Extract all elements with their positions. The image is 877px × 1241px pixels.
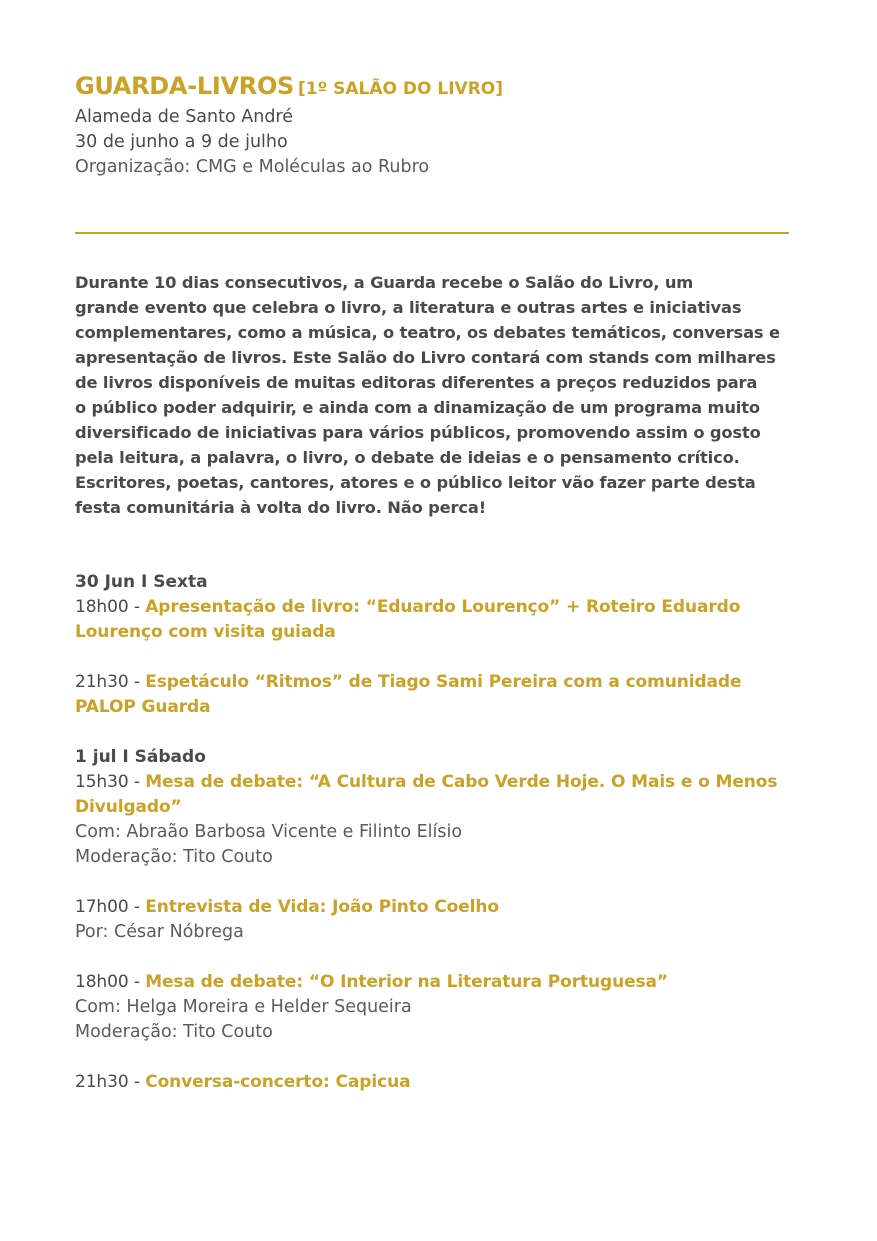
event-title-line [75, 795, 790, 820]
event-location: Alameda de Santo André [75, 107, 294, 127]
event-dates: 30 de junho a 9 de julho [75, 132, 288, 152]
event-time: 21h30 - [75, 672, 146, 692]
event-title: Divulgado” [75, 797, 182, 817]
event-time: 18h00 - [75, 972, 146, 992]
intro-line: Durante 10 dias consecutivos, a Guarda recebe o Salão do Livro, um [75, 273, 694, 292]
event-organization: Organização: CMG e Moléculas ao Rubro [75, 157, 430, 177]
event-interviewer: Por: César Nóbrega [75, 922, 244, 942]
event-title: Mesa de debate: “O Interior na Literatura Portuguesa” [145, 972, 668, 992]
event-title-line [75, 595, 790, 620]
schedule-event [75, 970, 790, 1045]
event-title-line [75, 970, 790, 995]
event-moderator: Moderação: Tito Couto [75, 847, 273, 867]
event-time: 17h00 - [75, 897, 146, 917]
intro-line: diversificado de iniciativas para vários públicos, promovendo assim o gosto [75, 423, 761, 442]
event-title: Lourenço com visita guiada [75, 622, 336, 642]
event-title-line [75, 695, 790, 720]
event-time: 15h30 - [75, 772, 146, 792]
event-title-line [75, 770, 790, 795]
event-moderator: Moderação: Tito Couto [75, 1022, 273, 1042]
schedule-event [75, 670, 790, 720]
intro-line: complementares, como a música, o teatro, os debates temáticos, conversas e [75, 323, 780, 342]
day-heading: 30 Jun I Sexta [75, 572, 208, 592]
day-heading: 1 jul I Sábado [75, 747, 206, 767]
event-title-line [75, 895, 790, 920]
event-title-line [75, 620, 790, 645]
event-title: Apresentação de livro: “Eduardo Lourenço” + Roteiro Eduardo [145, 597, 741, 617]
header-divider [75, 232, 789, 234]
intro-paragraph [75, 270, 790, 520]
event-participants: Com: Abraão Barbosa Vicente e Filinto Elísio [75, 822, 463, 842]
event-title: Entrevista de Vida: João Pinto Coelho [145, 897, 499, 917]
schedule-event [75, 1070, 790, 1095]
event-name: GUARDA-LIVROS [75, 72, 295, 100]
schedule-event [75, 595, 790, 645]
event-title-line [75, 1070, 790, 1095]
intro-line: apresentação de livros. Este Salão do Livro contará com stands com milhares [75, 348, 776, 367]
schedule-event [75, 895, 790, 945]
event-subtitle: [1º SALÃO DO LIVRO] [298, 79, 504, 99]
event-title: PALOP Guarda [75, 697, 211, 717]
event-title: Espetáculo “Ritmos” de Tiago Sami Pereira com a comunidade [145, 672, 742, 692]
intro-line: Escritores, poetas, cantores, atores e o público leitor vão fazer parte desta [75, 473, 756, 492]
program-schedule [75, 570, 790, 1095]
event-time: 18h00 - [75, 597, 146, 617]
schedule-event [75, 770, 790, 870]
event-title-line [75, 670, 790, 695]
event-participants: Com: Helga Moreira e Helder Sequeira [75, 997, 412, 1017]
event-title: Conversa-concerto: Capicua [145, 1072, 411, 1092]
intro-line: festa comunitária à volta do livro. Não perca! [75, 498, 487, 517]
intro-line: o público poder adquirir, e ainda com a dinamização de um programa muito [75, 398, 760, 417]
page-title [75, 70, 795, 105]
intro-line: de livros disponíveis de muitas editoras diferentes a preços reduzidos para [75, 373, 758, 392]
event-time: 21h30 - [75, 1072, 146, 1092]
intro-line: pela leitura, a palavra, o livro, o debate de ideias e o pensamento crítico. [75, 448, 740, 467]
intro-line: grande evento que celebra o livro, a literatura e outras artes e iniciativas [75, 298, 742, 317]
document-header [75, 70, 795, 180]
event-title: Mesa de debate: “A Cultura de Cabo Verde Hoje. O Mais e o Menos [145, 772, 778, 792]
